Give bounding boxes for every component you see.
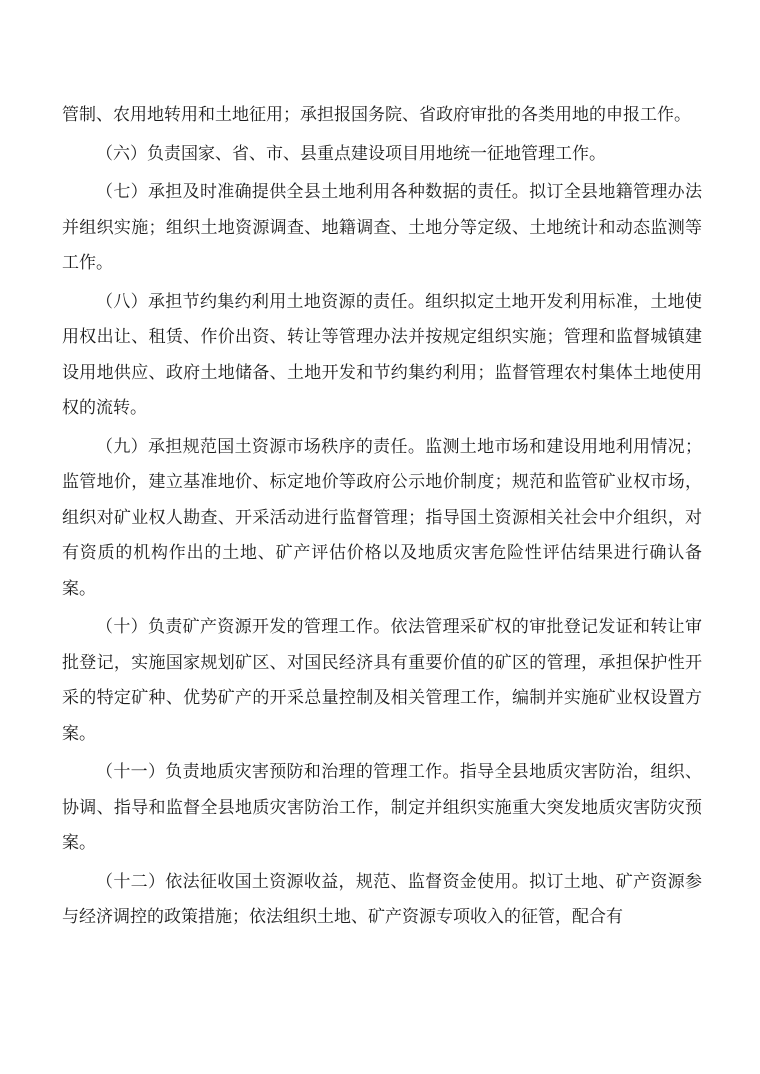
paragraph-item-9: （九）承担规范国土资源市场秩序的责任。监测土地市场和建设用地利用情况；监管地价，建立基准地价、标定地价等政府公示地价制度；规范和监管矿业权市场，组织对矿业权人勘查、开采活动进行监督管理；指导国土资源相关社会中介组织，对有资质的机构作出的土地、矿产评估价格以及地质灾害危险性评估结果进行确认备案。	[62, 436, 702, 599]
paragraph-item-11: （十一）负责地质灾害预防和治理的管理工作。指导全县地质灾害防治，组织、协调、指导和监督全县地质灾害防治工作，制定并组织实施重大突发地质灾害防灾预案。	[62, 762, 702, 853]
paragraph-continuation: 管制、农用地转用和土地征用；承担报国务院、省政府审批的各类用地的申报工作。	[62, 105, 691, 125]
document-body	[62, 98, 702, 939]
paragraph-item-7: （七）承担及时准确提供全县土地利用各种数据的责任。拟订全县地籍管理办法并组织实施；组织土地资源调查、地籍调查、土地分等定级、土地统计和动态监测等工作。	[62, 182, 702, 273]
paragraph-item-6: （六）负责国家、省、市、县重点建设项目用地统一征地管理工作。	[96, 143, 606, 164]
paragraph-item-8: （八）承担节约集约利用土地资源的责任。组织拟定土地开发利用标准，土地使用权出让、租赁、作价出资、转让等管理办法并按规定组织实施；管理和监督城镇建设用地供应、政府土地储备、土地开发和节约集约利用；监督管理农村集体土地使用权的流转。	[62, 291, 702, 418]
paragraph-item-12: （十二）依法征收国土资源收益，规范、监督资金使用。拟订土地、矿产资源参与经济调控的政策措施；依法组织土地、矿产资源专项收入的征管，配合有	[62, 871, 702, 927]
paragraph-item-10: （十）负责矿产资源开发的管理工作。依法管理采矿权的审批登记发证和转让审批登记，实施国家规划矿区、对国民经济具有重要价值的矿区的管理，承担保护性开采的特定矿种、优势矿产的开采总量控制及相关管理工作，编制并实施矿业权设置方案。	[62, 617, 702, 744]
